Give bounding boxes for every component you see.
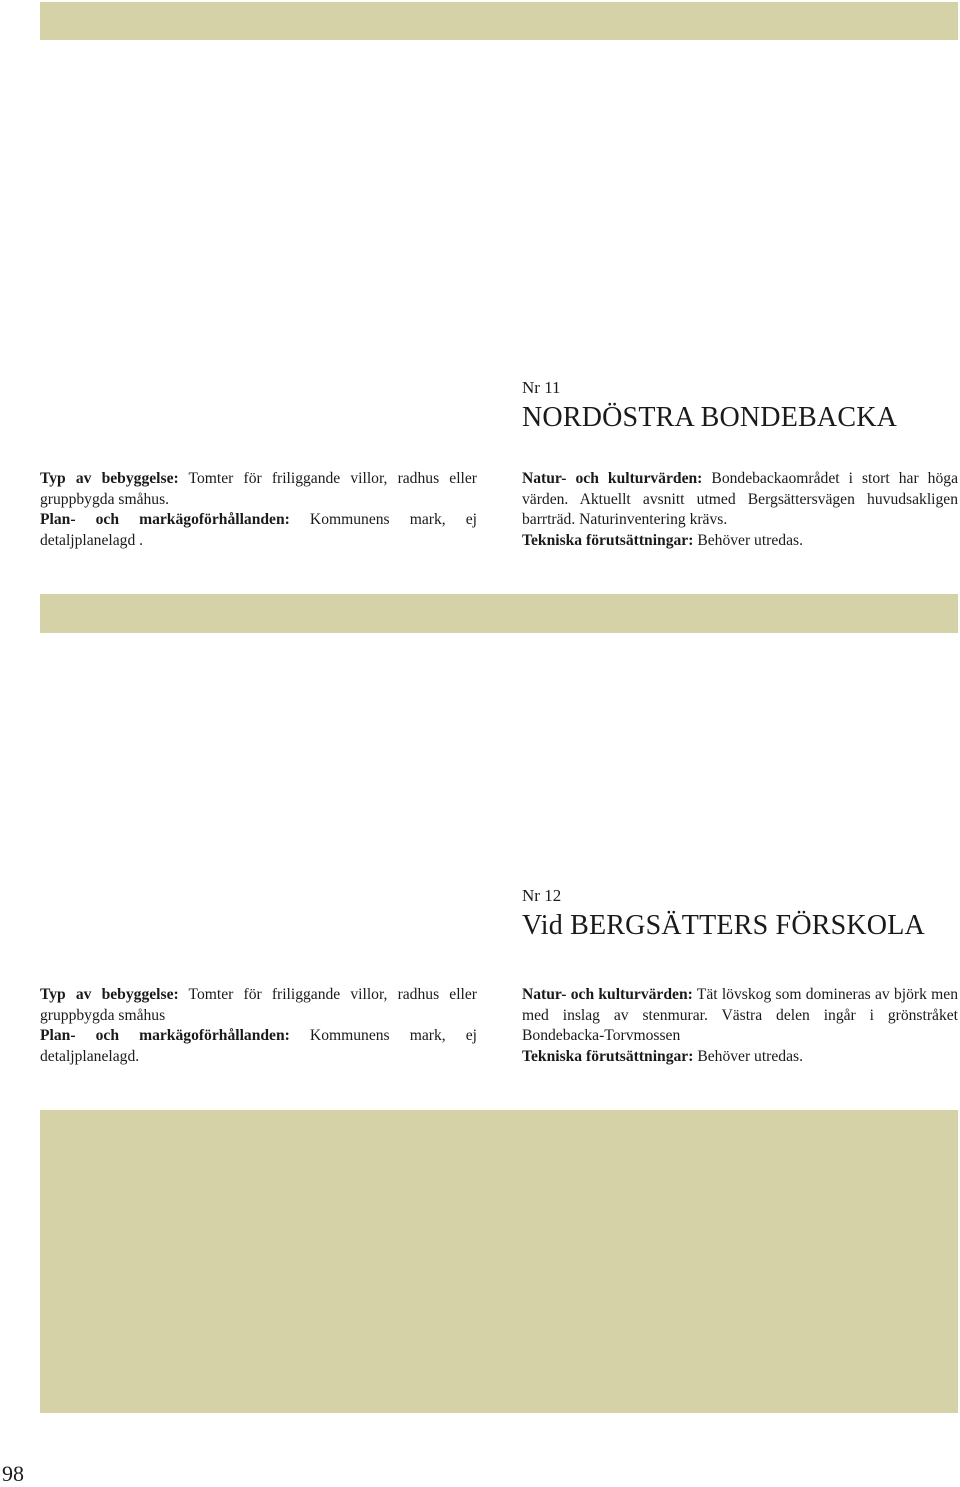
map-image-top — [40, 2, 958, 40]
natur-kulturvarden-12 — [522, 985, 958, 1047]
natur-label: Natur- och kulturvärden: — [522, 470, 703, 487]
natur-text: Bondebackaområdet i stort har höga värden. Aktuellt avsnitt utmed Bergsättersvägen huvudsakligen barrträd. Naturinventering krävs. — [522, 470, 958, 528]
tekn-label: Tekniska förutsättningar: — [522, 1047, 694, 1065]
section-title-11: NORDÖSTRA BONDEBACKA — [522, 402, 898, 433]
typ-av-bebyggelse-11 — [40, 469, 477, 510]
plan-markagoforhallanden-11 — [40, 510, 477, 551]
section-12-right-column — [522, 985, 958, 1067]
natur-label: Natur- och kulturvärden: — [522, 986, 693, 1003]
tekniska-forutsattningar-12 — [522, 1047, 958, 1068]
section-11-left-column — [40, 469, 477, 551]
section-11-right-column — [522, 469, 958, 551]
section-12-left-column — [40, 985, 477, 1067]
section-number-11: Nr 11 — [522, 378, 561, 397]
typ-label: Typ av bebyggelse: — [40, 470, 179, 487]
map-image-middle — [40, 594, 958, 633]
tekn-text: Behöver utredas. — [693, 1047, 803, 1065]
section-title-12: Vid BERGSÄTTERS FÖRSKOLA — [522, 910, 925, 941]
plan-text: Kommunens mark, ej detaljplanelagd . — [40, 511, 478, 549]
natur-text: Tät lövskog som domineras av björk men med inslag av stenmurar. Västra delen ingår i grönstråket Bondebacka-Torvmossen — [522, 986, 958, 1044]
tekniska-forutsattningar-11 — [522, 531, 958, 552]
plan-markagoforhallanden-12 — [40, 1026, 477, 1067]
page-number: 98 — [2, 1461, 24, 1486]
section-number-12: Nr 12 — [522, 886, 562, 905]
typ-text: Tomter för friliggande villor, radhus eller gruppbygda småhus. — [40, 470, 477, 508]
typ-label: Typ av bebyggelse: — [40, 986, 179, 1003]
tekn-text: Behöver utredas. — [693, 531, 803, 549]
typ-av-bebyggelse-12 — [40, 985, 477, 1026]
map-image-bottom — [40, 1110, 958, 1413]
typ-text: Tomter för friliggande villor, radhus eller gruppbygda småhus — [40, 986, 477, 1024]
plan-text: Kommunens mark, ej detaljplanelagd. — [40, 1027, 478, 1065]
tekn-label: Tekniska förutsättningar: — [522, 531, 694, 549]
plan-label: Plan- och markägoförhållanden: — [40, 1027, 290, 1044]
plan-label: Plan- och markägoförhållanden: — [40, 511, 290, 528]
natur-kulturvarden-11 — [522, 469, 958, 531]
